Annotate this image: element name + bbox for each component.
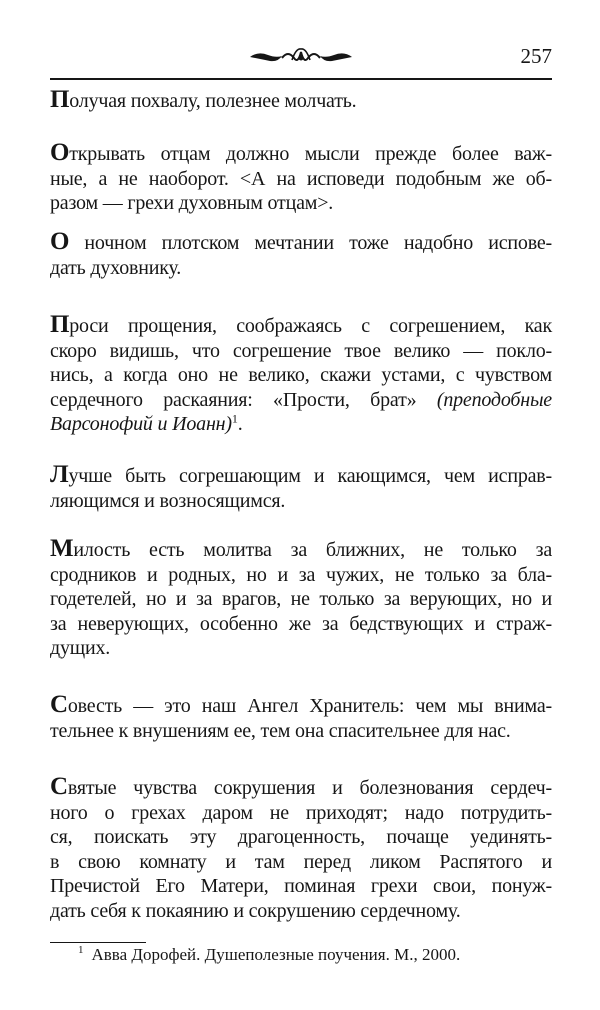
text-line: учше быть согрешающим и кающимся, чем исправ-: [68, 465, 552, 487]
text-line: за неверующих, особенно же за бедствующих и страж-: [50, 612, 552, 635]
punctuation: .: [237, 413, 243, 435]
drop-initial: О: [50, 228, 70, 255]
text-line: тельнее к внушениям ее, тем она спасительнее для нас.: [50, 719, 511, 742]
footnote-number: 1: [78, 944, 84, 957]
page-number: 257: [520, 44, 552, 68]
text-line: Пречистой Его Матери, поминая грехи свои, понуж-: [50, 875, 552, 897]
text-line: дать себя к покаянию и сокрушению сердечному.: [50, 899, 461, 922]
text-line: нись, а когда оно не велико, скажи устами, с чувством: [50, 364, 552, 386]
attribution: (преподобные: [436, 388, 552, 411]
paragraph-5: [50, 463, 552, 513]
text-line: годетелей, но и за врагов, не только за верующих, но и: [50, 588, 552, 610]
paragraph-3: [50, 230, 552, 280]
drop-initial: М: [50, 535, 74, 562]
drop-initial: С: [50, 691, 68, 718]
text-line: ные, а не наоборот. <А на исповеди подобным же об-: [50, 167, 552, 190]
footnote-ref[interactable]: 1: [231, 411, 238, 426]
attribution: Варсонофий и Иоанн): [50, 413, 232, 435]
text-line: ткрывать отцам должно мысли прежде более важ-: [69, 143, 552, 165]
paragraph-6: [50, 537, 552, 661]
footnote-rule: [50, 942, 146, 943]
text-line: ляющимся и возносящимся.: [50, 489, 286, 512]
header-rule: [50, 78, 552, 80]
text-line: овесть — это наш Ангел Хранитель: чем мы внима-: [67, 695, 552, 717]
text-line: ся, поискать эту драгоценность, почаще уединять-: [50, 826, 552, 848]
text-line: илость есть молитва за ближних, не только за: [73, 539, 552, 561]
text-line: в свою комнату и там перед ликом Распятого и: [50, 850, 552, 873]
drop-initial: О: [50, 139, 70, 166]
paragraph-8: [50, 775, 552, 923]
text-line: вятые чувства сокрушения и болезнования сердеч-: [67, 777, 552, 799]
drop-initial: Л: [50, 461, 69, 488]
text-line: ного о грехах даром не приходят; надо потрудить-: [50, 801, 552, 824]
drop-initial: П: [50, 86, 70, 113]
text-line: сродников и родных, но и за чужих, не только за бла-: [50, 563, 552, 586]
drop-initial: С: [50, 773, 68, 800]
paragraph-4: [50, 313, 552, 437]
paragraph-7: [50, 693, 552, 743]
drop-initial: П: [50, 311, 70, 338]
text-line: скоро видишь, что согрешение твое велико — покло-: [50, 339, 552, 362]
text-line: сердечного раскаяния: «Прости, брат»: [50, 388, 417, 411]
footnote-text: Авва Дорофей. Душеполезные поучения. М., 2000.: [91, 945, 461, 964]
text-line: олучая похвалу, полезнее молчать.: [69, 90, 357, 112]
text-line: роси прощения, соображаясь с согрешением, как: [69, 315, 552, 337]
text-line: разом — грехи духовным отцам>.: [50, 192, 334, 214]
text-line: дать духовнику.: [50, 256, 182, 279]
footnote: [78, 945, 460, 965]
header-ornament-icon: [248, 46, 354, 68]
paragraph-1: [50, 88, 552, 114]
text-line: ночном плотском мечтании тоже надобно испове-: [69, 232, 552, 254]
paragraph-2: [50, 141, 552, 216]
text-line: дущих.: [50, 637, 111, 659]
